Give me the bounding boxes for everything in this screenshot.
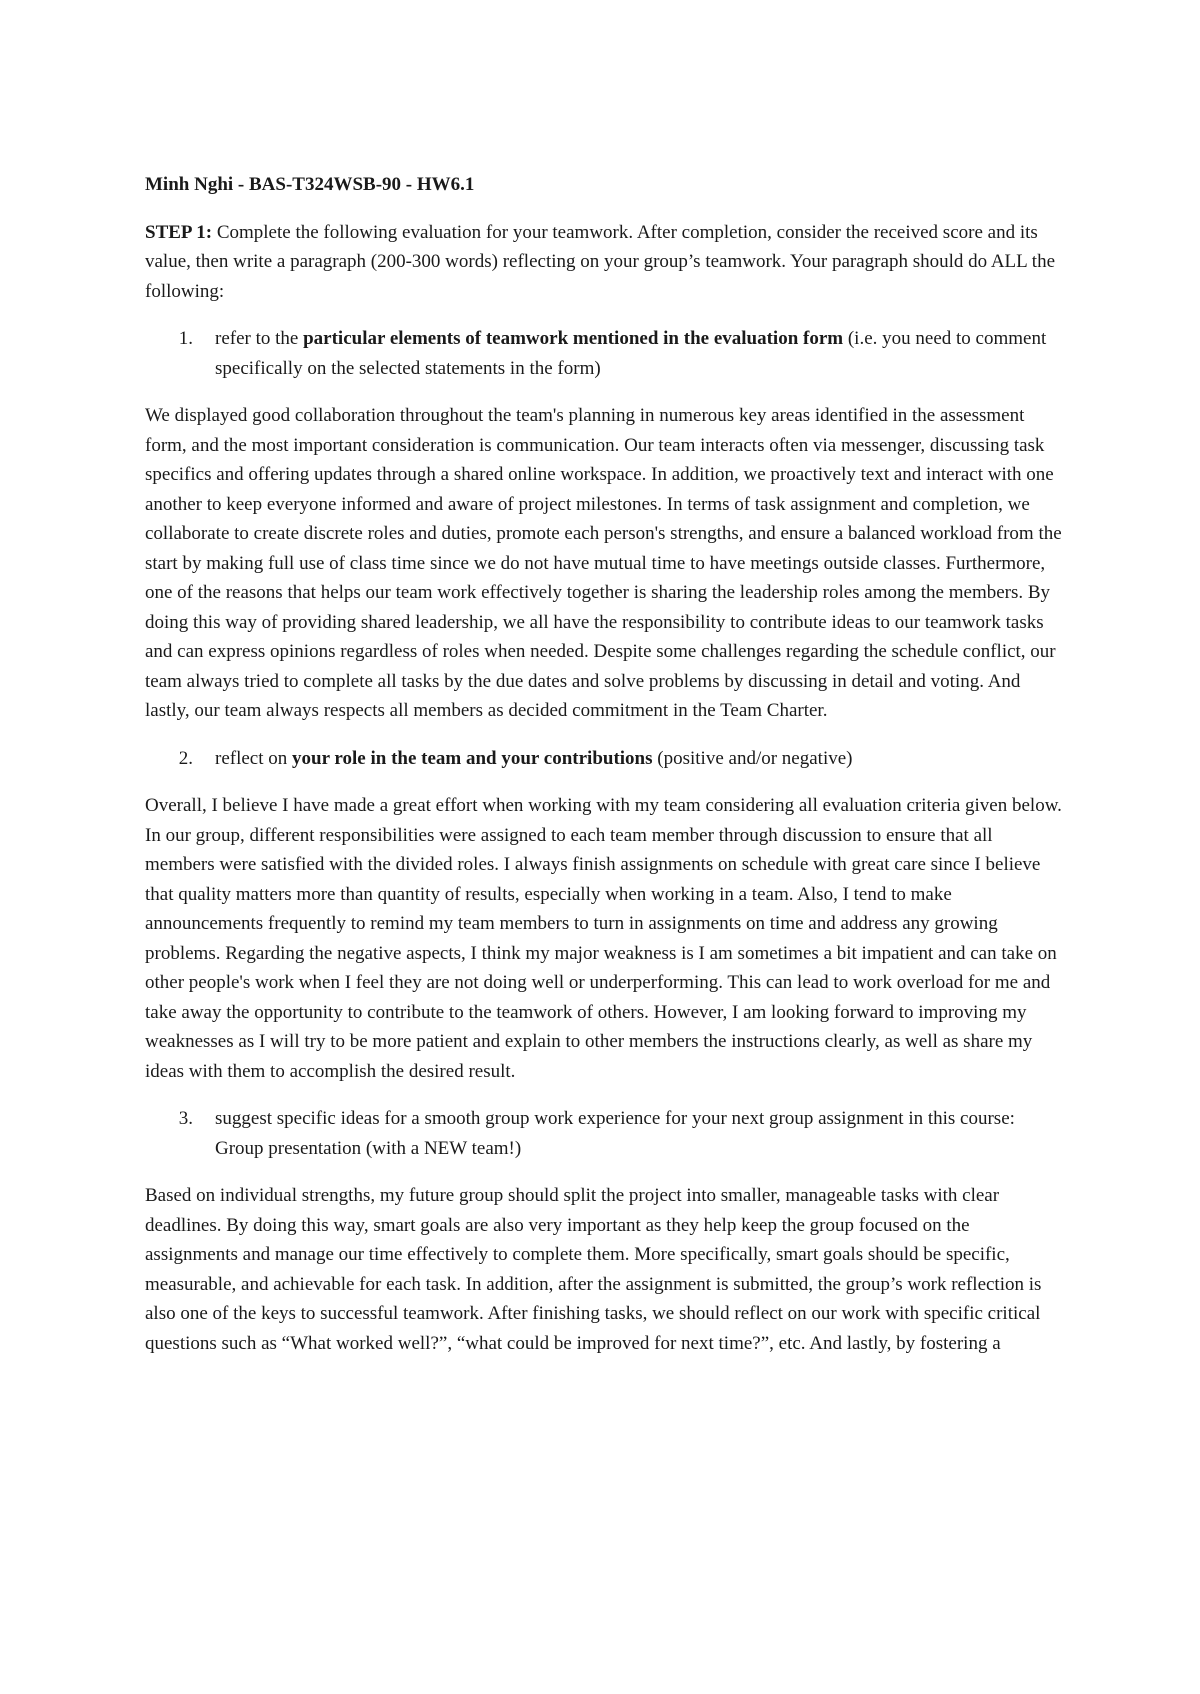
list-item-text — [215, 324, 1065, 383]
document-page — [145, 170, 1065, 1376]
list-item-1 — [145, 324, 1065, 383]
answer-paragraph-1: We displayed good collaboration throughout the team's planning in numerous key areas identified in the assessment form, and the most important consideration is communication. Our team interacts often via messenger, discussing task specifics and offering updates through a shared online workspace. In addition, we proactively text and interact with one another to keep everyone informed and aware of project milestones. In terms of task assignment and completion, we collaborate to create discrete roles and duties, promote each person's strengths, and ensure a balanced workload from the start by making full use of class time since we do not have mutual time to have meetings outside classes. Furthermore, one of the reasons that helps our team work effectively together is sharing the leadership roles among the members. By doing this way of providing shared leadership, we all have the responsibility to contribute ideas to our teamwork tasks and can express opinions regardless of roles when needed. Despite some challenges regarding the schedule conflict, our team always tried to complete all tasks by the due dates and solve problems by discussing in detail and voting. And lastly, our team always respects all members as decided commitment in the Team Charter. — [145, 405, 1062, 721]
step1-instructions — [145, 218, 1065, 307]
list-item-number: 1. — [178, 328, 193, 349]
list-item-bold: particular elements of teamwork mentioned in the evaluation form — [303, 328, 844, 349]
list-item-pre: suggest specific ideas for a smooth group work experience for your next group assignment in this course: Group presentation (with a NEW team!) — [215, 1108, 1015, 1159]
list-item-text — [215, 744, 1065, 774]
list-item-number: 3. — [178, 1108, 193, 1129]
list-item-number: 2. — [178, 747, 193, 769]
list-item-post: (positive and/or negative) — [652, 747, 853, 769]
step1-label: STEP 1: — [145, 221, 213, 243]
answer-paragraph-3: Based on individual strengths, my future group should split the project into smaller, manageable tasks with clear deadlines. By doing this way, smart goals are also very important as they help keep the group focused on the assignments and manage our time effectively to complete them. More specifically, smart goals should be specific, measurable, and achievable for each task. In addition, after the assignment is submitted, the group’s work reflection is also one of the keys to successful teamwork. After finishing tasks, we should reflect on our work with specific critical questions such as “What worked well?”, “what could be improved for next time?”, etc. And lastly, by fostering a — [145, 1185, 1042, 1354]
list-item-3 — [145, 1104, 1065, 1163]
list-item-post: (i.e. you need to comment specifically on the selected statements in the form) — [215, 328, 1047, 379]
step1-text: Complete the following evaluation for your teamwork. After completion, consider the received score and its value, then write a paragraph (200-300 words) reflecting on your group’s teamwork. Your paragraph should do ALL the following: — [145, 221, 1056, 302]
answer-paragraph-2: Overall, I believe I have made a great effort when working with my team considering all evaluation criteria given below. In our group, different responsibilities were assigned to each team member through discussion to ensure that all members were satisfied with the divided roles. I always finish assignments on schedule with great care since I believe that quality matters more than quantity of results, especially when working in a team. Also, I tend to make announcements frequently to remind my team members to turn in assignments on time and address any growing problems. Regarding the negative aspects, I think my major weakness is I am sometimes a bit impatient and can take on other people's work when I feel they are not doing well or underperforming. This can lead to work overload for me and take away the opportunity to contribute to the teamwork of others. However, I am looking forward to improving my weaknesses as I will try to be more patient and explain to other members the instructions clearly, as well as share my ideas with them to accomplish the desired result. — [145, 795, 1062, 1082]
list-item-2 — [145, 744, 1065, 774]
list-item-pre: reflect on — [215, 747, 293, 769]
list-item-bold: your role in the team and your contributions — [292, 747, 653, 769]
list-item-pre: refer to the — [215, 328, 304, 349]
document-title: Minh Nghi - BAS-T324WSB-90 - HW6.1 — [145, 174, 475, 195]
list-item-text — [215, 1104, 1065, 1163]
